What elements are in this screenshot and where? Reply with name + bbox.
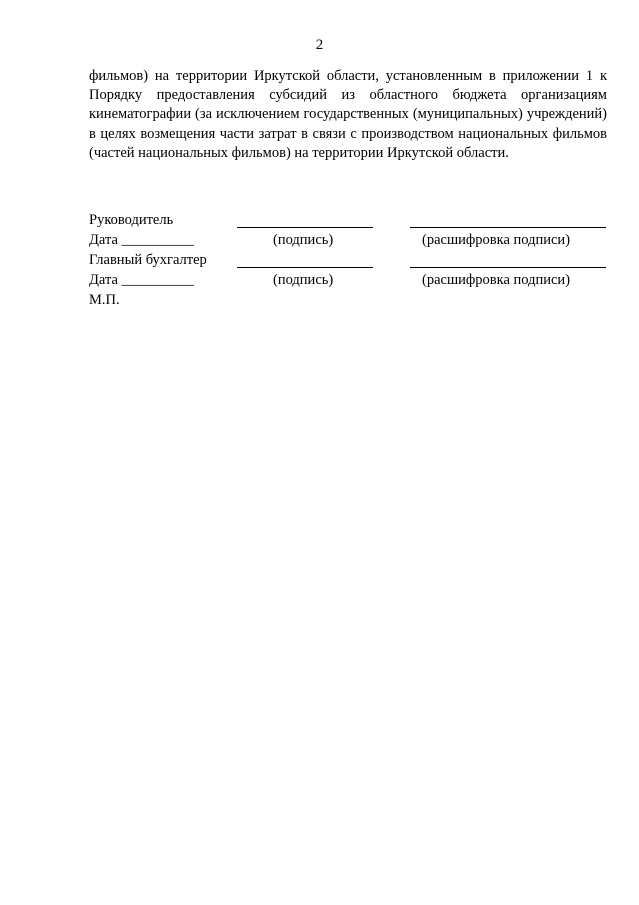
- chief-accountant-label: Главный бухгалтер: [89, 252, 207, 268]
- seal-row: [89, 290, 609, 310]
- decoding-caption-1: (расшифровка подписи): [422, 232, 571, 248]
- date-row-1: [89, 230, 609, 250]
- head-signature-line: [237, 227, 373, 228]
- paragraph-line: Иркутской области.: [387, 144, 509, 161]
- paragraph-line: кинематографии (за исключением государственных (муниципальных): [89, 106, 523, 123]
- head-decoding-line: [410, 227, 606, 228]
- accountant-signature-line: [237, 267, 373, 268]
- page-number: 2: [315, 37, 324, 53]
- paragraph-line: фильмов) на территории Иркутской области, установленным в приложении 1 к: [89, 68, 607, 84]
- decoding-caption-2: (расшифровка подписи): [422, 272, 571, 288]
- date-label-2: Дата __________: [89, 272, 195, 288]
- body-paragraph: [89, 67, 607, 163]
- paragraph-line: учреждений) в целях возмещения части затрат в связи с производством: [89, 106, 607, 142]
- date-row-2: [89, 270, 609, 290]
- head-signature-row: [89, 210, 609, 230]
- signature-caption-2: (подпись): [273, 272, 334, 288]
- accountant-signature-row: [89, 250, 609, 270]
- head-label: Руководитель: [89, 212, 174, 228]
- seal-label: М.П.: [89, 292, 120, 308]
- signature-caption-1: (подпись): [273, 232, 334, 248]
- paragraph-line: национальных фильмов (частей национальных фильмов) на территории: [89, 125, 608, 161]
- date-label-1: Дата __________: [89, 232, 195, 248]
- paragraph-line: Порядку предоставления субсидий из областного бюджета организациям: [89, 87, 607, 104]
- accountant-decoding-line: [410, 267, 606, 268]
- signature-block: [89, 210, 609, 320]
